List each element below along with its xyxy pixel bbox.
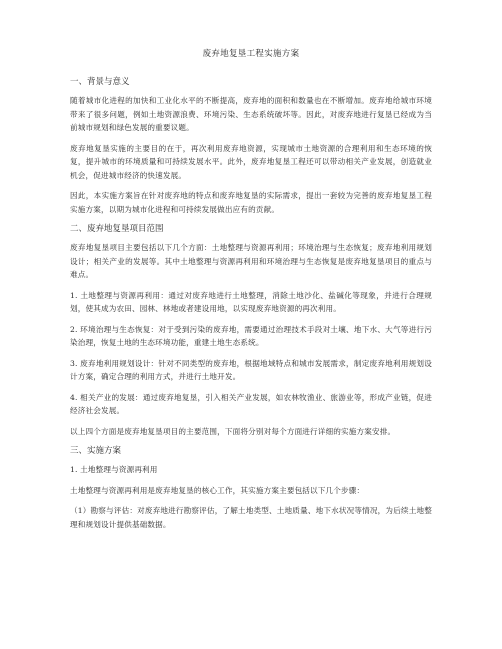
section-heading: 三、实施方案 (70, 446, 122, 456)
paragraph: 以上四个方面是废弃地复垦项目的主要范围，下面将分别对每个方面进行详细的实施方案安排。 (70, 426, 396, 436)
paragraph: 废弃地复垦项目主要包括以下几个方面：土地整理与资源再利用；环境治理与生态恢复；废弃地利用规划设计；相关产业的发展等。其中土地整理与资源再利用和环境治理与生态恢复是废弃地复垦项目的重点与难点。 (70, 243, 432, 279)
list-item: 4. 相关产业的发展：通过废弃地复垦，引入相关产业发展，如农林牧渔业、旅游业等，形成产业链，促进经济社会发展。 (70, 392, 432, 415)
paragraph: 随着城市化进程的加快和工业化水平的不断提高，废弃地的面积和数量也在不断增加。废弃地给城市环境带来了很多问题，例如土地资源浪费、环境污染、生态系统破坏等。因此，对废弃地进行复垦已经成为当前城市规划和绿色发展的重要议题。 (70, 96, 432, 132)
paragraph: 废弃地复垦实施的主要目的在于，再次利用废弃地资源，实现城市土地资源的合理利用和生态环境的恢复，提升城市的环境质量和可持续发展水平。此外，废弃地复垦工程还可以带动相关产业发展，创造就业机会，促进城市经济的快速发展。 (70, 143, 432, 180)
list-item: （1）勘察与评估：对废弃地进行勘察评估，了解土地类型、土地质量、地下水状况等情况，为后续土地整理和规划设计提供基础数据。 (70, 506, 432, 529)
paragraph: 土地整理与资源再利用是废弃地复垦的核心工作，其实施方案主要包括以下几个步骤： (70, 485, 365, 495)
paragraph: 因此，本实施方案旨在针对废弃地的特点和废弃地复垦的实际需求，提出一套较为完善的废弃地复垦工程实施方案，以期为城市化进程和可持续发展做出应有的贡献。 (70, 191, 432, 214)
list-item: 1. 土地整理与资源再利用：通过对废弃地进行土地整理，消除土地沙化、盐碱化等现象，并进行合理规划，使其成为农田、园林、林地或者建设用地，以实现废弃地资源的再次利用。 (70, 290, 432, 313)
subsection-heading: 1. 土地整理与资源再利用 (70, 465, 158, 474)
section-heading: 一、背景与意义 (70, 77, 130, 87)
list-item: 2. 环境治理与生态恢复：对于受到污染的废弃地，需要通过治理技术手段对土壤、地下水、大气等进行污染治理，恢复土地的生态环境功能，重建土地生态系统。 (70, 324, 432, 347)
list-item: 3. 废弃地利用规划设计：针对不同类型的废弃地，根据地域特点和城市发展需求，制定废弃地利用规划设计方案，确定合理的利用方式，并进行土地开发。 (70, 358, 432, 381)
document-title: 废弃地复垦工程实施方案 (202, 49, 300, 59)
section-heading: 二、废弃地复垦项目范围 (70, 224, 164, 234)
